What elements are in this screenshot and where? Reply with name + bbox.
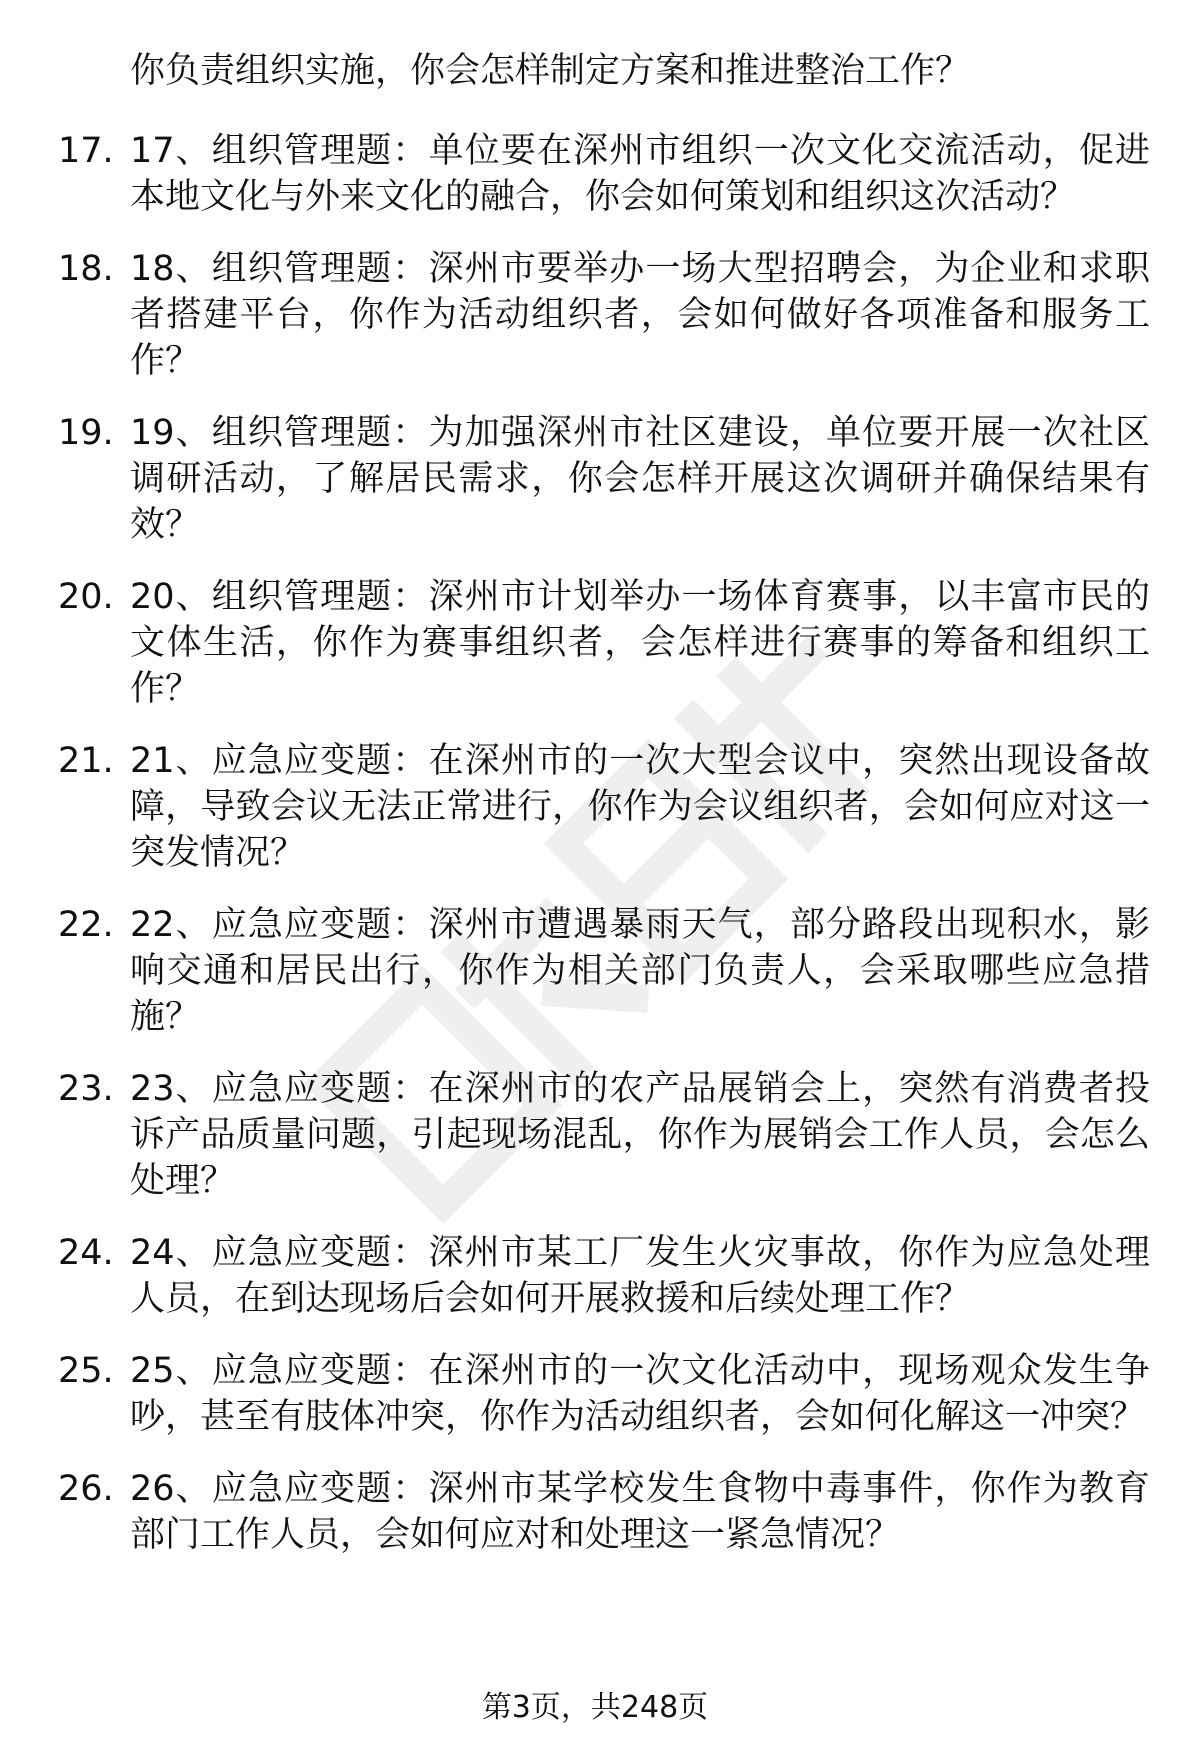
- item-text: 18、组织管理题：深州市要举办一场大型招聘会，为企业和求职者搭建平台，你作为活动组织者，会如何做好各项准备和服务工作？: [130, 249, 1150, 381]
- list-item: [0, 1348, 1190, 1440]
- item-text: 20、组织管理题：深州市计划举办一场体育赛事，以丰富市民的文体生活，你作为赛事组织者，会怎样进行赛事的筹备和组织工作？: [130, 577, 1150, 709]
- item-text: 17、组织管理题：单位要在深州市组织一次文化交流活动，促进本地文化与外来文化的融合，你会如何策划和组织这次活动？: [130, 131, 1150, 217]
- item-text: 23、应急应变题：在深州市的农产品展销会上，突然有消费者投诉产品质量问题，引起现场混乱，你作为展销会工作人员，会怎么处理？: [130, 1069, 1150, 1201]
- list-item: [0, 1466, 1190, 1558]
- item-text: 24、应急应变题：深州市某工厂发生火灾事故，你作为应急处理人员，在到达现场后会如何开展救援和后续处理工作？: [130, 1233, 1150, 1319]
- item-number: 20.: [58, 577, 114, 617]
- list-item: [0, 1066, 1190, 1204]
- item-number: 19.: [58, 413, 114, 453]
- list-item: [0, 738, 1190, 876]
- list-item: [0, 574, 1190, 712]
- item-number: 17.: [58, 131, 114, 171]
- item-number: 25.: [58, 1351, 114, 1391]
- item-number: 18.: [58, 249, 114, 289]
- page-footer: 第3页，共248页: [481, 1690, 709, 1725]
- list-item: [0, 410, 1190, 548]
- item-text: 25、应急应变题：在深州市的一次文化活动中，现场观众发生争吵，甚至有肢体冲突，你作为活动组织者，会如何化解这一冲突？: [130, 1351, 1150, 1437]
- item-number: 22.: [58, 905, 114, 945]
- continuation-text: 你负责组织实施，你会怎样制定方案和推进整治工作？: [130, 51, 971, 91]
- item-number: 24.: [58, 1233, 114, 1273]
- item-text: 19、组织管理题：为加强深州市社区建设，单位要开展一次社区调研活动，了解居民需求，你会怎样开展这次调研并确保结果有效？: [130, 413, 1150, 545]
- item-number: 23.: [58, 1069, 114, 1109]
- item-text: 22、应急应变题：深州市遭遇暴雨天气，部分路段出现积水，影响交通和居民出行，你作为相关部门负责人，会采取哪些应急措施？: [130, 905, 1150, 1037]
- item-text: 26、应急应变题：深州市某学校发生食物中毒事件，你作为教育部门工作人员，会如何应对和处理这一紧急情况？: [130, 1469, 1150, 1555]
- question-list: [0, 128, 1190, 1584]
- list-item: [0, 1230, 1190, 1322]
- list-item: [0, 128, 1190, 220]
- list-item: [0, 246, 1190, 384]
- list-item: [0, 902, 1190, 1040]
- item-number: 21.: [58, 741, 114, 781]
- item-number: 26.: [58, 1469, 114, 1509]
- item-text: 21、应急应变题：在深州市的一次大型会议中，突然出现设备故障，导致会议无法正常进行，你作为会议组织者，会如何应对这一突发情况？: [130, 741, 1150, 873]
